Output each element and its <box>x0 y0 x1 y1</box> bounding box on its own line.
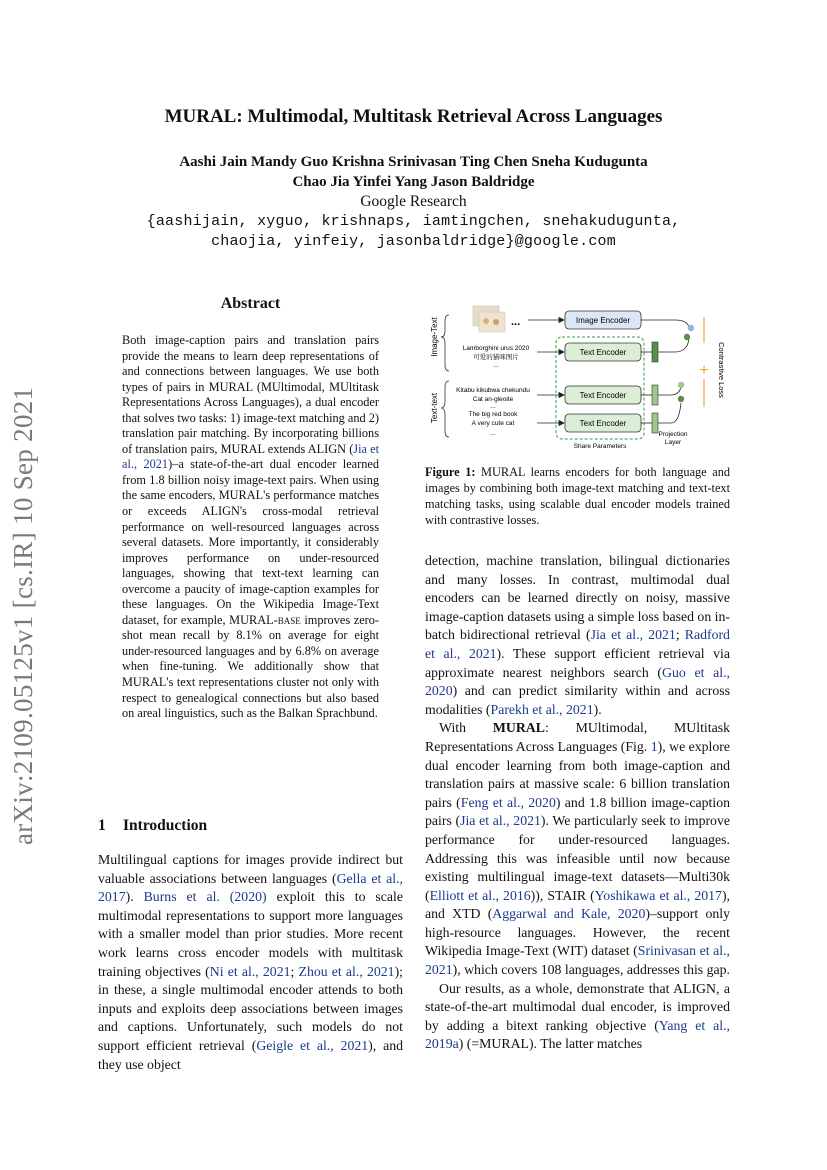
text-embedding-dot <box>678 382 684 388</box>
citation-link[interactable]: Jia et al., 2021 <box>590 627 676 643</box>
arrow-head <box>559 350 564 355</box>
text: Multilingual captions for images provide indirect but valuable associations between languages ( <box>98 852 403 886</box>
text: ), we explore dual encoder learning from both image-caption and translation pairs at massive scale: 6 billion translation pairs ( <box>425 738 731 810</box>
connector <box>658 339 689 352</box>
text: : MUltimodal, MUltitask Representations Across Languages (Fig. <box>425 720 730 754</box>
intro-left-column <box>98 851 403 1074</box>
paragraph <box>98 851 403 1074</box>
text-text-label: Text-text <box>430 392 439 424</box>
text: )), STAIR ( <box>530 887 595 903</box>
citation-link[interactable]: Yang et al., 2019a <box>425 1017 730 1052</box>
citation-link[interactable]: Feng et al., 2020 <box>460 794 556 810</box>
paper-title: MURAL: Multimodal, Multitask Retrieval Across Languages <box>164 106 663 127</box>
text-embedding-dot <box>678 396 684 402</box>
connector <box>658 387 681 395</box>
figure-1-caption <box>425 464 730 528</box>
image-thumbnail-cat <box>479 312 505 332</box>
citation-link[interactable]: Ni et al., 2021 <box>209 963 291 979</box>
abstract-part: Both image-caption pairs and translation pairs provide the means to learn deep representations of and connections between languages. We use both types of pairs in MURAL (MUltimodal, MUltitask Representations Across Languages), a dual encoder that solves two tasks: 1) image-text matching and 2) translation pair matching. By incorporating billions of translation pairs, MURAL extends ALIGN ( <box>122 333 379 456</box>
citation-link[interactable]: Jia et al., 2021 <box>460 813 541 829</box>
paragraph <box>425 980 730 1054</box>
text-embedding-dot <box>684 334 690 340</box>
text: ; <box>675 627 685 643</box>
citation-link[interactable]: Zhou et al., 2021 <box>298 963 395 979</box>
citation-link[interactable]: Guo et al., 2020 <box>425 664 730 699</box>
citation-link[interactable]: Geigle et al., 2021 <box>256 1037 369 1053</box>
paragraph <box>425 719 730 979</box>
figure-reference-link[interactable]: 1 <box>650 738 658 754</box>
text: ; <box>290 963 299 979</box>
arrow-head <box>559 318 564 323</box>
author-list-line-1: Aashi Jain Mandy Guo Krishna Srinivasan Ting Chen Sneha Kudugunta <box>179 154 648 170</box>
text: ), and they use object <box>98 1037 404 1072</box>
text: detection, machine translation, bilingual dictionaries and many losses. In contrast, multimodal dual encoders can be learned directly on noisy, massive image-caption datasets using a simple loss based on in-batch bidirectional retrieval ( <box>425 553 731 643</box>
section-title: Introduction <box>123 817 208 834</box>
citation-link[interactable]: Radford et al., 2021 <box>425 627 730 661</box>
abstract-heading: Abstract <box>220 295 281 312</box>
citation-link[interactable]: Burns et al. (2020) <box>143 889 267 905</box>
brace-text-text <box>441 381 449 437</box>
abstract-text <box>122 333 379 722</box>
projection-layer <box>652 413 658 433</box>
text: ). These support efficient retrieval via approximate nearest neighbors search ( <box>425 645 730 680</box>
text-encoder-label: Text Encoder <box>579 419 627 428</box>
text-irish: Cat an-gleoite <box>472 396 514 403</box>
cat-icon <box>483 318 489 324</box>
text: ), which covers 108 languages, addresses this gap. <box>452 962 730 978</box>
text-dots: ... <box>490 430 496 437</box>
text: ); in these, a single multimodal encoder attends to both inputs and exploits deep associations between images and captions. Unfortunately, such models do not support efficient retrieval ( <box>98 963 403 1053</box>
citation-link[interactable]: Yoshikawa et al., 2017 <box>594 887 722 903</box>
caption-text: MURAL learns encoders for both language and images by combining both image-text matching and text-text matching tasks, using scalable dual encoder models trained with contrastive losses. <box>425 465 730 527</box>
model-name: MURAL <box>492 720 545 736</box>
text-english-1: The big red book <box>468 411 518 418</box>
arrow-head <box>559 393 564 398</box>
arxiv-identifier: arXiv:2109.05125v1 [cs.IR] 10 Sep 2021 <box>8 386 38 845</box>
citation-link[interactable]: Srinivasan et al., 2021 <box>425 943 730 978</box>
connector <box>641 320 689 327</box>
citation-link[interactable]: Jia et al., 2021 <box>122 441 379 472</box>
connector <box>658 403 681 423</box>
author-list-line-2: Chao Jia Yinfei Yang Jason Baldridge <box>292 174 535 190</box>
projection-layer <box>652 342 658 362</box>
model-size-base: base <box>277 612 301 627</box>
citation-link[interactable]: Elliott et al., 2016 <box>429 887 531 903</box>
text-encoder-label: Text Encoder <box>579 391 627 400</box>
caption-dots: ... <box>493 362 499 369</box>
image-encoder-label: Image Encoder <box>575 316 631 325</box>
text: exploit this to scale multimodal representations to support more languages with a smaller model than prior studies. More recent work learns cross encoder models with multitask training objectives ( <box>98 889 404 979</box>
intro-right-column <box>425 552 730 1054</box>
layer-label: Layer <box>664 439 682 446</box>
citation-link[interactable]: Parekh et al., 2021 <box>490 701 594 717</box>
abstract-part: )–a state-of-the-art dual encoder learned from 1.8 billion noisy image-text pairs. When using the same encoders, MURAL's performance matches or exceeds ALIGN's cross-modal retrieval performance on well-resourced languages across several datasets. More importantly, it considerably improves performance on under-resourced languages, showing that text-text learning can overcome a paucity of image-caption examples for these languages. On the Wikipedia Image-Text dataset, for example, MURAL- <box>122 457 379 627</box>
text-swahili: Kitabu kikubwa chekundu <box>456 387 530 394</box>
text-english-2: A very cute cat <box>471 420 515 427</box>
arrow-head <box>559 421 564 426</box>
brace-image-text <box>441 315 449 371</box>
citation-link[interactable]: Aggarwal and Kale, 2020 <box>492 906 646 922</box>
text: ), and XTD ( <box>425 887 730 922</box>
email-line-1: {aashijain, xyguo, krishnaps, iamtingchen, snehakudugunta, <box>146 213 681 230</box>
caption-english: Lamborghini urus 2020 <box>462 345 530 352</box>
affiliation: Google Research <box>360 193 467 210</box>
abstract-part: improves zero-shot mean recall by 8.1% on average for eight under-resourced languages and by 6.8% on average when fine-tuning. We additionally show that MURAL's text representations cluster not only with respect to genealogical connections but also based on areal linguistics, such as the Balkan Sprachbund. <box>122 612 379 721</box>
citation-link[interactable]: Gella et al., 2017 <box>98 870 403 905</box>
image-text-label: Image-Text <box>430 317 439 357</box>
text: ). <box>125 889 144 905</box>
paragraph <box>425 552 730 719</box>
section-number: 1 <box>98 817 106 834</box>
caption-label: Figure 1: <box>425 465 476 479</box>
cat-icon <box>493 319 499 325</box>
section-heading-introduction <box>98 817 207 835</box>
text: With <box>439 720 493 736</box>
contrastive-loss-label: Contrastive Loss <box>717 342 726 398</box>
share-parameters-label: Share Parameters <box>573 443 627 450</box>
text-encoder-label: Text Encoder <box>579 348 627 357</box>
text: Our results, as a whole, demonstrate that ALIGN, a state-of-the-art multimodal dual encoder, is improved by adding a bitext ranking objective ( <box>425 980 730 1033</box>
text: ). We particularly seek to improve performance for under-resourced languages. Addressing this was infeasible until now because existing multilingual image-text datasets—Multi30k ( <box>425 813 730 903</box>
projection-label: Projection <box>658 431 688 438</box>
mural-architecture-diagram <box>425 295 730 455</box>
text: ) (=MURAL). The latter matches <box>458 1036 643 1052</box>
text: ) and can predict similarity within and across modalities ( <box>425 683 730 717</box>
plus-icon: + <box>699 362 709 379</box>
text: ). <box>593 701 602 717</box>
image-embedding-dot <box>688 325 694 331</box>
ellipsis: ... <box>511 316 521 328</box>
email-line-2: chaojia, yinfeiy, jasonbaldridge}@google.com <box>211 233 616 250</box>
text: ) and 1.8 billion image-caption pairs ( <box>425 794 730 829</box>
caption-chinese: 可爱的猫咪图片 <box>473 354 519 361</box>
figure-1-diagram <box>425 295 730 455</box>
projection-layer <box>652 385 658 405</box>
text: )–support only high-resource languages. However, the recent Wikipedia Image-Text (WIT) dataset ( <box>425 906 730 959</box>
text-dots: ... <box>490 403 496 410</box>
